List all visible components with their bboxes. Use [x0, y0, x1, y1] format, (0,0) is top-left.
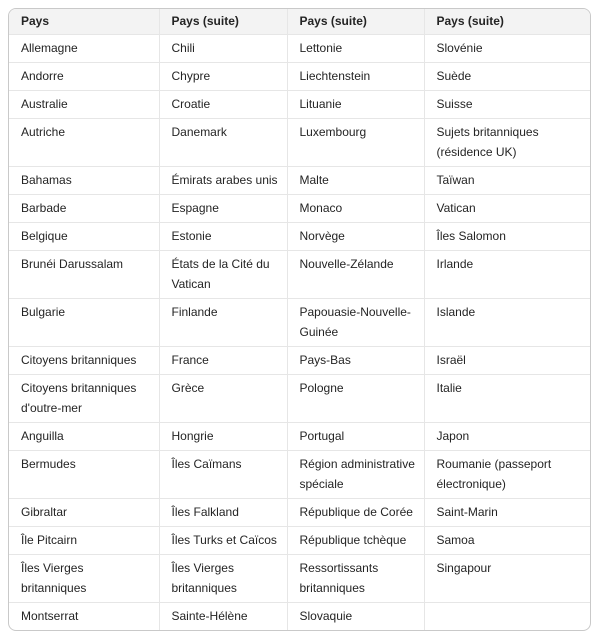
table-cell: Brunéi Darussalam: [9, 251, 159, 299]
table-cell: Danemark: [159, 119, 287, 167]
table-cell: Îles Vierges britanniques: [159, 555, 287, 603]
countries-table-container: [8, 8, 591, 631]
table-cell: République de Corée: [287, 499, 424, 527]
table-cell: Norvège: [287, 223, 424, 251]
table-row: [9, 451, 590, 499]
table-cell: Slovénie: [424, 35, 590, 63]
table-cell: Bermudes: [9, 451, 159, 499]
table-cell: États de la Cité du Vatican: [159, 251, 287, 299]
table-cell: Citoyens britanniques d'outre-mer: [9, 375, 159, 423]
table-cell: Hongrie: [159, 423, 287, 451]
table-cell: Lettonie: [287, 35, 424, 63]
table-cell: Japon: [424, 423, 590, 451]
table-cell: Autriche: [9, 119, 159, 167]
table-row: [9, 63, 590, 91]
table-cell: [424, 603, 590, 631]
table-row: [9, 555, 590, 603]
table-cell: Monaco: [287, 195, 424, 223]
table-cell: Îles Caïmans: [159, 451, 287, 499]
table-cell: Sujets britanniques (résidence UK): [424, 119, 590, 167]
table-row: [9, 119, 590, 167]
table-cell: Lituanie: [287, 91, 424, 119]
table-cell: Gibraltar: [9, 499, 159, 527]
table-cell: Sainte-Hélène: [159, 603, 287, 631]
table-cell: Grèce: [159, 375, 287, 423]
table-body: [9, 35, 590, 631]
table-cell: Île Pitcairn: [9, 527, 159, 555]
table-cell: Saint-Marin: [424, 499, 590, 527]
table-cell: Nouvelle-Zélande: [287, 251, 424, 299]
table-cell: Finlande: [159, 299, 287, 347]
table-cell: Citoyens britanniques: [9, 347, 159, 375]
table-cell: Îles Turks et Caïcos: [159, 527, 287, 555]
table-row: [9, 35, 590, 63]
table-cell: Israël: [424, 347, 590, 375]
table-row: [9, 251, 590, 299]
table-cell: Îles Falkland: [159, 499, 287, 527]
table-cell: Malte: [287, 167, 424, 195]
table-cell: Italie: [424, 375, 590, 423]
table-row: [9, 347, 590, 375]
table-cell: Slovaquie: [287, 603, 424, 631]
table-cell: Bahamas: [9, 167, 159, 195]
countries-table: [9, 9, 590, 630]
table-row: [9, 375, 590, 423]
table-cell: Islande: [424, 299, 590, 347]
table-cell: Pays-Bas: [287, 347, 424, 375]
table-cell: Samoa: [424, 527, 590, 555]
table-cell: République tchèque: [287, 527, 424, 555]
table-cell: Luxembourg: [287, 119, 424, 167]
table-cell: Liechtenstein: [287, 63, 424, 91]
table-cell: Émirats arabes unis: [159, 167, 287, 195]
table-row: [9, 195, 590, 223]
table-cell: Montserrat: [9, 603, 159, 631]
table-cell: Taïwan: [424, 167, 590, 195]
table-row: [9, 223, 590, 251]
table-row: [9, 527, 590, 555]
table-cell: Papouasie-Nouvelle-Guinée: [287, 299, 424, 347]
table-cell: Andorre: [9, 63, 159, 91]
table-header-row: [9, 9, 590, 35]
table-cell: Ressortissants britanniques: [287, 555, 424, 603]
table-cell: Roumanie (passeport électronique): [424, 451, 590, 499]
table-cell: Bulgarie: [9, 299, 159, 347]
table-cell: Îles Salomon: [424, 223, 590, 251]
table-cell: Espagne: [159, 195, 287, 223]
table-row: [9, 91, 590, 119]
table-cell: Suisse: [424, 91, 590, 119]
column-header-pays-suite-2: Pays (suite): [287, 9, 424, 35]
table-cell: Vatican: [424, 195, 590, 223]
column-header-pays-suite-1: Pays (suite): [159, 9, 287, 35]
table-cell: Chypre: [159, 63, 287, 91]
table-cell: Allemagne: [9, 35, 159, 63]
table-cell: Portugal: [287, 423, 424, 451]
table-row: [9, 499, 590, 527]
column-header-pays: Pays: [9, 9, 159, 35]
table-cell: Barbade: [9, 195, 159, 223]
column-header-pays-suite-3: Pays (suite): [424, 9, 590, 35]
table-cell: Région administrative spéciale: [287, 451, 424, 499]
table-cell: Irlande: [424, 251, 590, 299]
table-row: [9, 423, 590, 451]
table-cell: Suède: [424, 63, 590, 91]
table-cell: Belgique: [9, 223, 159, 251]
table-row: [9, 167, 590, 195]
table-cell: Îles Vierges britanniques: [9, 555, 159, 603]
table-row: [9, 603, 590, 631]
table-cell: Australie: [9, 91, 159, 119]
table-cell: Croatie: [159, 91, 287, 119]
table-cell: Pologne: [287, 375, 424, 423]
table-cell: Anguilla: [9, 423, 159, 451]
table-row: [9, 299, 590, 347]
table-cell: Singapour: [424, 555, 590, 603]
table-cell: Estonie: [159, 223, 287, 251]
table-cell: Chili: [159, 35, 287, 63]
table-cell: France: [159, 347, 287, 375]
